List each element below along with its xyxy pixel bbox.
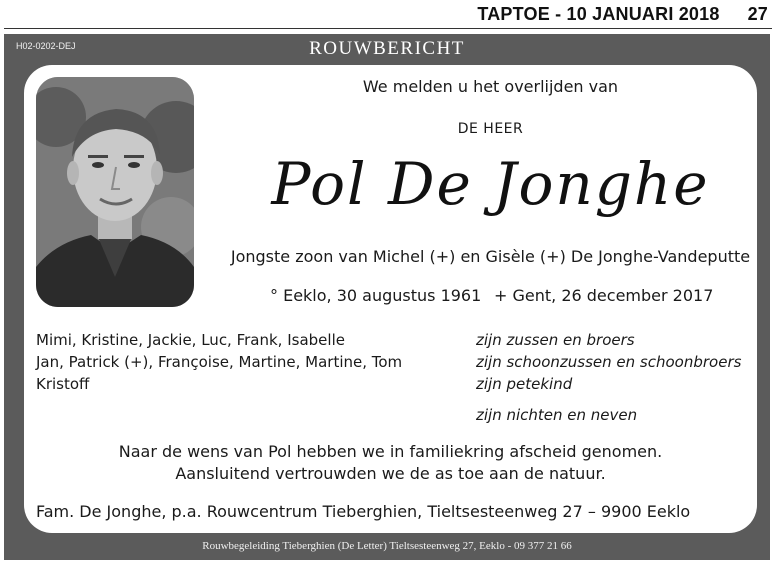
birth-date: ° Eeklo, 30 augustus 1961: [270, 286, 482, 305]
publication-date: TAPTOE - 10 JANUARI 2018: [477, 4, 720, 24]
ref-code: H02-0202-DEJ: [16, 41, 76, 51]
obituary-card: [24, 65, 757, 533]
portrait-illustration: [36, 77, 194, 307]
closing-line-2: Aansluitend vertrouwden we de as toe aan de natuur.: [175, 464, 606, 483]
family-relation: zijn nichten en neven: [476, 406, 638, 424]
family-names: Mimi, Kristine, Jackie, Luc, Frank, Isabelle: [36, 331, 345, 349]
closing-line-1: Naar de wens van Pol hebben we in familiekring afscheid genomen.: [118, 442, 663, 461]
obituary-frame: [4, 34, 770, 560]
intro-text: We melden u het overlijden van: [362, 77, 619, 96]
death-date: + Gent, 26 december 2017: [494, 286, 714, 305]
page-number: 27: [747, 4, 768, 24]
family-relation: zijn schoonzussen en schoonbroers: [476, 353, 742, 371]
family-names: Kristoff: [36, 375, 90, 393]
parents-line: Jongste zoon van Michel (+) en Gisèle (+) De Jonghe-Vandeputte: [230, 247, 751, 266]
honorific: DE HEER: [457, 121, 524, 137]
newspaper-masthead: [477, 4, 768, 25]
funeral-home-footer: Rouwbegeleiding Tieberghien (De Letter) Tieltsesteenweg 27, Eeklo - 09 377 21 66: [202, 540, 572, 552]
banner-title: ROUWBERICHT: [309, 38, 465, 59]
portrait-photo: [36, 77, 194, 307]
deceased-name: Pol De Jonghe: [271, 150, 710, 218]
masthead-divider: [4, 28, 772, 29]
family-names: Jan, Patrick (+), Françoise, Martine, Martine, Tom: [36, 353, 403, 371]
contact-address: Fam. De Jonghe, p.a. Rouwcentrum Tieberghien, Tieltsesteenweg 27 – 9900 Eeklo: [36, 502, 691, 521]
family-relation: zijn petekind: [476, 375, 573, 393]
family-relation: zijn zussen en broers: [476, 331, 635, 349]
